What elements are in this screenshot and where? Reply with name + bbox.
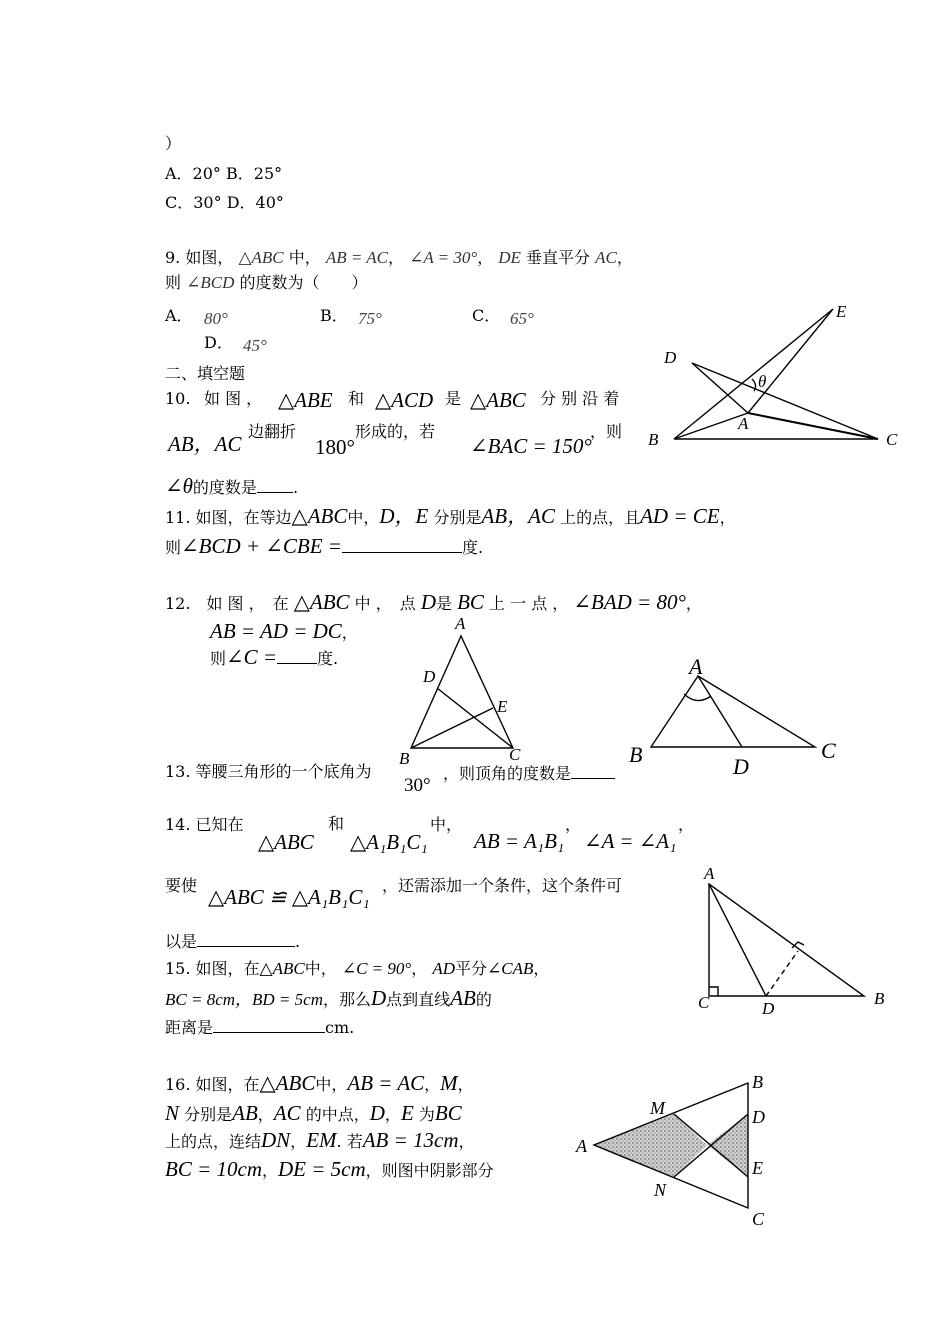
q10-bac: ∠BAC = 150° [470,434,592,458]
q15-p1: 15. 如图，在 [165,959,260,978]
q10-he: 和 [348,389,365,408]
fig16-label-n: N [654,1180,667,1200]
q16-ab: AB [232,1101,258,1125]
q12-angle-c: ∠C = [226,645,278,669]
q10-p6: 的度数是 [192,478,257,497]
fig11-seg-be [411,708,493,748]
q9-prefix: 9. 如图， [165,248,234,267]
q14-he: 和 [328,814,345,833]
q10-abac: AB，AC [168,432,242,456]
fig12-label-b: B [629,742,643,767]
q14-eq1: AB = A₁B₁ [474,829,565,853]
q15-angle-c: ∠C = 90° [341,959,412,978]
q11-de: D，E [379,504,429,528]
q15-p8: 的 [475,990,492,1009]
figure-q11 [395,612,535,772]
q10-p4: 形成的，若 [355,422,436,441]
q16-ab13: AB = 13cm [362,1128,459,1152]
q12-eq: AB = AD = DC [210,619,342,643]
q9-opt-c: 65° [510,309,534,328]
q16-line1 [165,1071,474,1096]
fig16-label-a: A [576,1136,587,1156]
q15-line3 [165,1016,354,1037]
q16-p7: ， [384,1105,401,1124]
q12-answer-blank[interactable] [277,647,317,664]
q16-line2 [165,1101,462,1126]
fig11-label-b: B [399,749,410,768]
q11-line2 [165,534,483,559]
fig15-triangle [709,884,864,996]
q11-p2: 中， [347,508,380,527]
q16-e: E [400,1101,414,1125]
q16-ac: AC [273,1101,301,1125]
fig11-triangle [411,636,513,748]
q15-tri-abc: △ABC [259,959,305,978]
q16-n: N [165,1101,180,1125]
q15-lengths: BC = 8cm，BD = 5cm [165,990,323,1009]
q9-ze: 则 [165,273,182,292]
q16-eq: AB = AC [347,1071,425,1095]
q10-num: 10. [165,389,191,408]
fig11-label-e: E [497,697,508,716]
q13-p2: ，则顶角的度数是 [443,764,572,783]
q9-line1: 9. 如图， △ABC 中， AB = AC， ∠A = 30°， DE 垂直平分 AC， [165,248,633,267]
q11-eq: AD = CE [640,504,720,528]
q16-p9: 上的点，连结 [165,1132,262,1151]
q12-p1: 12. 如 图 ， 在 [165,594,289,613]
q14-comma2: ， [678,815,695,834]
fig15-label-d: D [762,999,775,1018]
q14-tri-abc: △ABC [258,830,314,854]
q10-tri-acd: △ACD [375,388,434,412]
fig10-theta-arc [752,379,756,391]
fig12-seg-ad [698,676,742,747]
q12-tri-abc: △ABC [293,590,350,614]
fig10-seg-ae [748,309,833,413]
q10-180: 180° [315,435,355,459]
q16-tri-abc: △ABC [259,1071,316,1095]
q10-theta: ∠θ [165,474,193,498]
fig15-label-b: B [874,989,885,1008]
q9-triangle-abc: △ABC [238,248,284,267]
figure-q16 [572,1066,777,1236]
q12-bc: BC [457,590,484,614]
fig16-label-b: B [752,1072,763,1092]
q12-d: D [420,590,436,614]
q11-answer-blank[interactable] [342,536,462,553]
q11-p4: 上的点，且 [560,508,641,527]
fig16-label-d: D [752,1107,765,1127]
fig10-seg-ba [674,413,748,439]
fig10-label-theta: θ [758,372,767,391]
q9-ab-eq-ac: AB = AC [325,248,388,267]
q12-p4: 上 一 点 ， [489,594,569,613]
q10-tri-abe: △ABE [278,388,333,412]
fig15-seg-ad [709,884,766,996]
q16-p4: 分别是 [184,1105,233,1124]
q16-p10: ， [290,1132,307,1151]
q10-line3 [165,474,298,499]
q11-p3: 分别是 [433,508,482,527]
q10-p2: 分 别 沿 着 [540,389,620,408]
q12-p6: ， [341,623,358,642]
q10-tri-abc: △ABC [470,388,526,412]
q13-answer-blank[interactable] [571,762,615,779]
q12-p7: 则 [210,649,227,668]
q14-zhong: 中， [430,815,463,834]
q16-bc: BC [434,1101,462,1125]
q16-p2: 中， [315,1075,348,1094]
q9-zhong: 中， [288,248,321,267]
q15-p3: ， [411,959,428,978]
q16-m: M [440,1071,458,1095]
q15-p6: ，那么 [322,990,371,1009]
q11-p1: 11. 如图，在等边 [165,508,292,527]
fig16-shaded-right [707,1114,748,1177]
q15-answer-blank[interactable] [213,1016,325,1033]
q15-d: D [371,986,387,1010]
q11-abac: AB，AC [481,504,555,528]
fig16-label-c: C [752,1209,765,1229]
q15-ad: AD [432,959,455,978]
q16-p6: 的中点， [305,1105,370,1124]
q9-opt-a-label: A． [165,306,193,325]
fig10-label-d: D [664,348,677,367]
fig15-right-angle-c [709,987,718,996]
q16-d: D [369,1101,385,1125]
figure-q15 [692,862,897,1022]
q14-tri-a1b1c1: △A₁B₁C₁ [350,830,428,854]
q15-p7: 点到直线 [386,990,451,1009]
q10-end: . [292,478,299,497]
fig10-seg-be [674,309,833,439]
q9-ask: 的度数为（ ） [239,273,368,292]
q16-p3b: ， [457,1075,474,1094]
fig12-label-a: A [689,654,703,679]
q15-line1 [165,959,549,979]
q16-p13: ， [262,1161,279,1180]
q16-p3: ， [424,1075,441,1094]
fig15-label-a: A [704,864,715,883]
fig11-label-c: C [509,745,521,764]
q14-p3: ，还需添加一个条件，这个条件可 [382,876,623,895]
q10-answer-blank[interactable] [257,476,293,493]
q9-opt-a: 80° [204,309,228,328]
fig12-triangle [651,676,815,747]
q9-line2 [165,273,367,293]
q16-em: EM [306,1128,337,1152]
q14-answer-blank[interactable] [197,930,295,947]
q16-p11: . 若 [336,1132,363,1151]
fig15-perpendicular [766,951,798,996]
q14-eq2: ∠A = ∠A₁ [584,829,677,853]
q9-opt-c-label: C． [472,306,501,325]
fig12-label-d: D [733,754,749,779]
q16-p5: ， [257,1105,274,1124]
q15-p4: 平分 [454,959,487,978]
q12-end: 度. [317,649,339,668]
fig10-seg-ac [748,413,878,439]
q10-p3: 边翻折 [248,422,297,441]
q12-line3 [210,645,338,670]
fig15-label-c: C [698,993,710,1012]
q16-line4 [165,1157,494,1182]
q9-angle-bcd: ∠BCD [186,273,235,292]
figure-q12 [625,650,850,785]
q11-expr: ∠BCD + ∠CBE = [181,534,342,558]
q9-opt-b: 75° [358,309,382,328]
q10-shi: 是 [445,389,462,408]
fig10-label-a: A [738,414,749,433]
q14-p1: 14. 已知在 [165,815,244,834]
q10-p1: 如 图 ， [204,389,263,408]
q8-options-line2: C．30° D．40° [165,193,284,212]
q16-p1: 16. 如图，在 [165,1075,260,1094]
fig16-label-m: M [650,1098,665,1118]
fig12-label-c: C [821,738,836,763]
q12-line2 [210,619,358,644]
q15-line2 [165,986,492,1011]
q15-p5: ， [533,959,550,978]
q11-end: 度. [461,538,484,557]
fig10-label-e: E [836,302,847,321]
q14-end: . [295,932,301,951]
q11-tri-abc: △ABC [291,504,348,528]
q15-end: cm. [325,1018,355,1037]
q15-cab: ∠CAB [487,959,534,978]
q11-p5: ， [719,508,736,527]
fig11-label-a: A [455,614,466,633]
q14-p2: 要使 [165,876,198,895]
q12-p2: 中 ， 点 [354,594,416,613]
section-fill-in-blank: 二、填空题 [165,364,246,383]
q16-p12: ， [458,1132,475,1151]
q11-p6: 则 [165,538,182,557]
q14-p4: 以是 [165,932,198,951]
q16-p14: ，则图中阴影部分 [365,1161,494,1180]
q16-de5: DE = 5cm [278,1157,366,1181]
q14-congruence: △ABC ≌ △A₁B₁C₁ [208,885,370,909]
fig10-seg-da [692,363,748,413]
q12-p5: ， [685,594,702,613]
q9-perp: 垂直平分 [526,248,591,267]
q14-line3 [165,930,300,951]
fig10-label-b: B [648,430,659,449]
q13-p1: 13. 等腰三角形的一个底角为 [165,762,372,781]
q9-de: DE [498,248,521,267]
q9-opt-b-label: B． [320,306,348,325]
q16-dn: DN [261,1128,291,1152]
q16-line3 [165,1128,475,1153]
fig10-label-c: C [886,430,898,449]
q9-angle-a: ∠A = 30° [409,248,478,267]
q15-p2: 中， [304,959,337,978]
fig12-angle-arc [684,694,711,701]
q13-deg: 30° [404,775,431,796]
q16-bc10: BC = 10cm [165,1157,262,1181]
q12-p3: 是 [435,594,452,613]
q8-paren: ） [165,134,182,153]
q15-p9: 距离是 [165,1018,214,1037]
q15-ab: AB [450,986,476,1010]
q14-comma1: ， [565,815,582,834]
q9-opt-d: 45° [243,336,267,355]
figure-q10 [640,295,920,465]
q9-opt-d-label: D． [204,333,233,352]
q16-p8: 为 [418,1105,435,1124]
q9-ac: AC [595,248,617,267]
q10-p5: ，则 [590,422,623,441]
fig11-label-d: D [423,667,436,686]
fig16-label-e: E [752,1158,763,1178]
q11-line1 [165,504,736,529]
q8-options-line1: A．20° B．25° [165,164,283,183]
q12-bad: ∠BAD = 80° [573,590,686,614]
